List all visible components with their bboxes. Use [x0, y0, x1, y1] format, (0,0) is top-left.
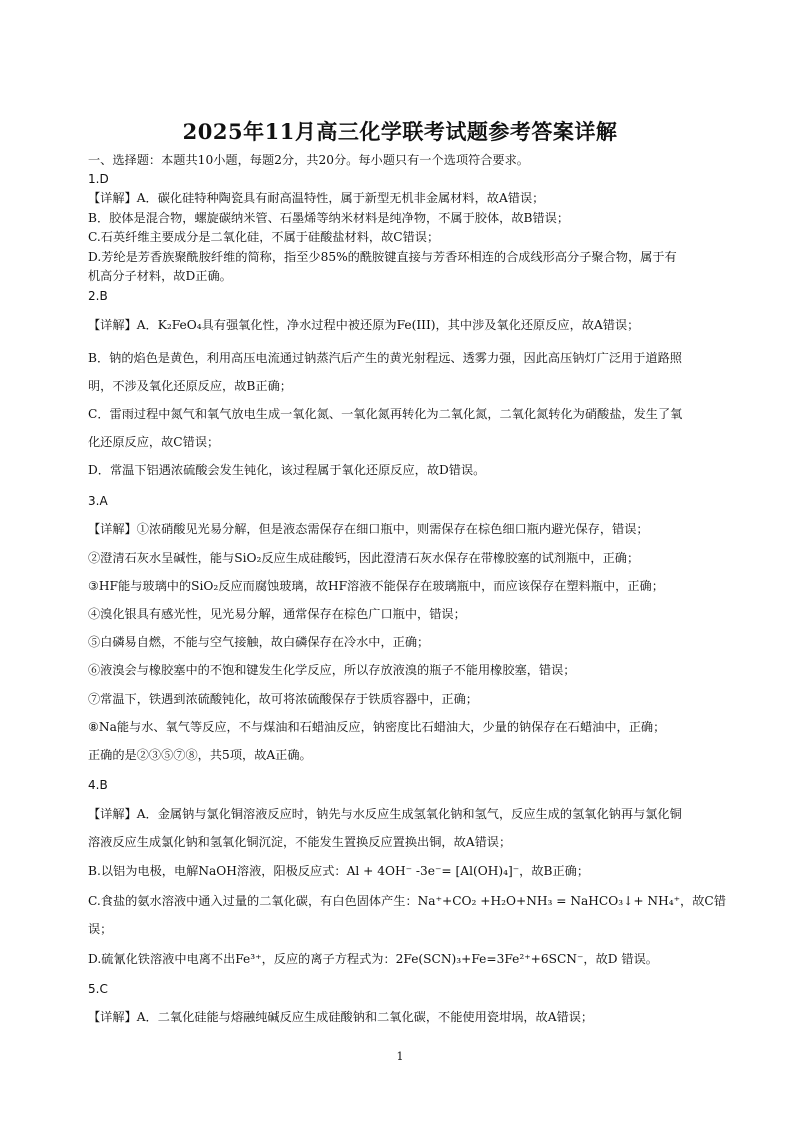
explanation-line: C．雷雨过程中氮气和氧气放电生成一氧化氮、一氧化氮再转化为二氧化氮，二氧化氮转化为硝酸盐，发生了氧: [88, 407, 683, 421]
explanation-line: 【详解】①浓硝酸见光易分解，但是液态需保存在细口瓶中，则需保存在棕色细口瓶内避光保存，错误；: [88, 522, 649, 536]
explanation-line: D.硫氰化铁溶液中电离不出Fe³⁺，反应的离子方程式为：2Fe(SCN)₃+Fe=3Fe²⁺+6SCN⁻，故D 错误。: [88, 952, 658, 966]
answer-q2: 2.B: [88, 289, 108, 303]
section-intro: 一、选择题：本题共10小题，每题2分，共20分。每小题只有一个选项符合要求。: [88, 153, 529, 167]
explanation-line: ③HF能与玻璃中的SiO₂反应而腐蚀玻璃，故HF溶液不能保存在玻璃瓶中，而应该保存在塑料瓶中，正确；: [88, 579, 664, 593]
explanation-line: 化还原反应，故C错误；: [88, 435, 220, 449]
explanation-line: 【详解】A．K₂FeO₄具有强氧化性，净水过程中被还原为Fe(III)，其中涉及氧化还原反应，故A错误；: [88, 318, 640, 332]
answer-q5: 5.C: [88, 982, 108, 996]
explanation-line: D.芳纶是芳香族聚酰胺纤维的简称，指至少85%的酰胺键直接与芳香环相连的合成线形高分子聚合物，属于有: [88, 250, 677, 264]
explanation-line: 明，不涉及氧化还原反应，故B正确；: [88, 379, 292, 393]
explanation-line: 【详解】A．碳化硅特种陶瓷具有耐高温特性，属于新型无机非金属材料，故A错误；: [88, 191, 545, 205]
answer-q4: 4.B: [88, 778, 108, 792]
explanation-line: ⑥液溴会与橡胶塞中的不饱和键发生化学反应，所以存放液溴的瓶子不能用橡胶塞，错误；: [88, 663, 576, 677]
explanation-line: C.食盐的氨水溶液中通入过量的二氧化碳，有白色固体产生：Na⁺+CO₂ +H₂O+NH₃ = NaHCO₃↓+ NH₄⁺，故C错: [88, 894, 726, 908]
page-number: 1: [396, 1050, 404, 1063]
explanation-line: C.石英纤维主要成分是二氧化硅，不属于硅酸盐材料，故C错误；: [88, 230, 440, 244]
explanation-line: B．胶体是混合物，螺旋碳纳米管、石墨烯等纳米材料是纯净物，不属于胶体，故B错误；: [88, 211, 570, 225]
explanation-line: 机高分子材料，故D正确。: [88, 269, 232, 283]
explanation-line: B.以铝为电极，电解NaOH溶液，阳极反应式：Al + 4OH⁻ -3e⁻= [Al(OH)₄]⁻，故B正确；: [88, 864, 590, 878]
explanation-line: ⑦常温下，铁遇到浓硫酸钝化，故可将浓硫酸保存于铁质容器中，正确；: [88, 692, 478, 706]
explanation-line: 溶液反应生成氯化钠和氢氧化铜沉淀，不能发生置换反应置换出铜，故A错误；: [88, 835, 512, 849]
explanation-line: 【详解】A．二氧化硅能与熔融纯碱反应生成硅酸钠和二氧化碳，不能使用瓷坩埚，故A错误；: [88, 1010, 594, 1024]
answer-q3: 3.A: [88, 494, 108, 508]
explanation-line: 【详解】A．金属钠与氯化铜溶液反应时，钠先与水反应生成氢氧化钠和氢气，反应生成的氢氧化钠再与氯化铜: [88, 807, 682, 821]
page-title: 2025年11月高三化学联考试题参考答案详解: [182, 119, 618, 144]
explanation-line: ⑤白磷易自燃，不能与空气接触，故白磷保存在冷水中，正确；: [88, 635, 430, 649]
explanation-line: 正确的是②③⑤⑦⑧，共5项，故A正确。: [88, 748, 312, 762]
explanation-line: ④溴化银具有感光性，见光易分解，通常保存在棕色广口瓶中，错误；: [88, 607, 466, 621]
explanation-line: D．常温下铝遇浓硫酸会发生钝化，该过程属于氧化还原反应，故D错误。: [88, 463, 486, 477]
explanation-line: ②澄清石灰水呈碱性，能与SiO₂反应生成硅酸钙，因此澄清石灰水保存在带橡胶塞的试剂瓶中，正确；: [88, 551, 640, 565]
explanation-line: B．钠的焰色是黄色，利用高压电流通过钠蒸汽后产生的黄光射程远、透雾力强，因此高压钠灯广泛用于道路照: [88, 351, 682, 365]
answer-q1: 1.D: [88, 172, 109, 186]
explanation-line: 误；: [88, 922, 113, 936]
explanation-line: ⑧Na能与水、氧气等反应，不与煤油和石蜡油反应，钠密度比石蜡油大，少量的钠保存在石蜡油中，正确；: [88, 720, 666, 734]
